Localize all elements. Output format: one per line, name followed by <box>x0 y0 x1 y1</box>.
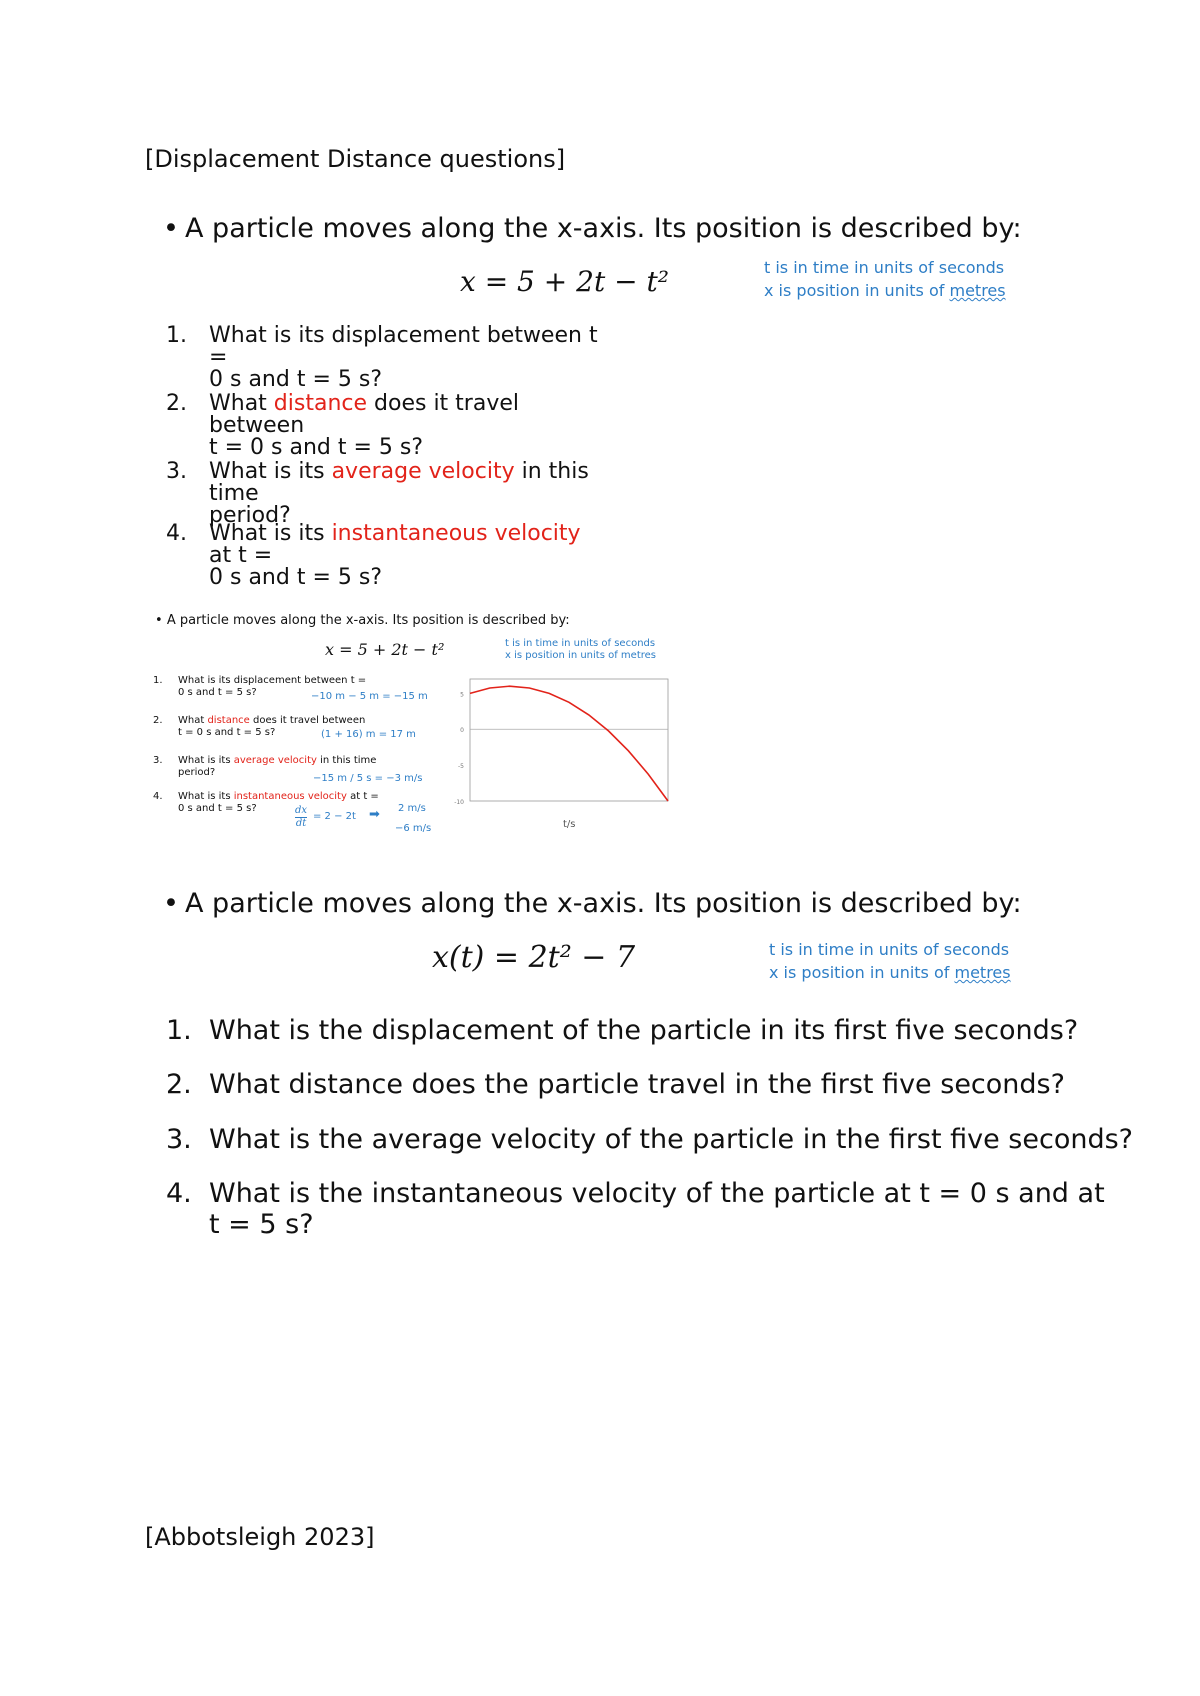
y-tick-label: 5 <box>460 691 464 699</box>
thumbnail-questions: 1. What is its displacement between t = 0 s and t = 5 s? −10 m − 5 m = −15 m 2. What distance does it travel between t = 0 s and t = 5 s? (1 + 16) m = 17 m 3. What is its average velocity in this time period? −15 m / 5 s = −3 m/s 4. What is its instantaneous velocity at t = 0 s and t = 5 s? dx dt = 2 − 2t ➡ 2 m/s −6 m/s <box>153 675 432 834</box>
position-time-chart <box>450 675 680 815</box>
bullet-icon: • <box>163 888 179 919</box>
source-footer: [Abbotsleigh 2023] <box>145 1523 375 1551</box>
thumbnail-note: t is in time in units of seconds x is position in units of metres <box>505 638 656 661</box>
thumb-answer-4b: −6 m/s <box>395 823 432 834</box>
section2-questions: 1. What is the displacement of the particle in its first five seconds? 2. What distance does the particle travel in the first five seconds? 3. What is the average velocity of the particle in the first five seconds? 4. What is the instantaneous velocity of the particle at t = 0 s and at t = 5 s? <box>166 1015 1133 1240</box>
note-time: t is in time in units of seconds <box>769 940 1010 959</box>
section2-note <box>769 938 1011 984</box>
section1-note <box>764 256 1006 302</box>
thumb-answer-1: −10 m − 5 m = −15 m <box>311 691 428 702</box>
thumbnail-slide <box>150 605 680 855</box>
thumbnail-equation: x = 5 + 2t − t² <box>325 640 445 659</box>
section2-intro <box>163 888 1022 919</box>
section1-questions: 1. What is its displacement between t = 0 s and t = 5 s? 2. What distance does it travel between t = 0 s and t = 5 s? 3. What is its average velocity in this time period? 4. What is its instantaneous velocity at t = 0 s and t = 5 s? <box>166 323 598 590</box>
section2-intro-text: A particle moves along the x-axis. Its position is described by: <box>185 888 1022 919</box>
section1-intro <box>163 213 1022 244</box>
y-tick-label: -10 <box>454 799 464 806</box>
chart-x-label: t/s <box>563 819 576 830</box>
section2-equation: x(t) = 2t² − 7 <box>432 940 636 975</box>
section1-equation: x = 5 + 2t − t² <box>460 265 669 298</box>
chart-frame <box>470 679 668 801</box>
thumb-derivative: dx dt <box>295 805 308 829</box>
thumb-derivative-rhs: = 2 − 2t <box>313 811 356 822</box>
y-tick-label: 0 <box>460 727 464 735</box>
thumb-answer-2: (1 + 16) m = 17 m <box>321 729 416 740</box>
bullet-icon: • <box>163 213 179 244</box>
thumb-answer-3: −15 m / 5 s = −3 m/s <box>313 773 423 784</box>
arrow-right-icon: ➡ <box>369 807 380 822</box>
note-time: t is in time in units of seconds <box>764 258 1005 277</box>
thumbnail-intro: • A particle moves along the x-axis. Its position is described by: <box>155 613 570 628</box>
note-position: x is position in units of metres <box>764 281 1006 300</box>
section1-intro-text: A particle moves along the x-axis. Its position is described by: <box>185 213 1022 244</box>
thumb-answer-4a: 2 m/s <box>398 803 426 814</box>
page-title: [Displacement Distance questions] <box>145 145 566 173</box>
note-position: x is position in units of metres <box>769 963 1011 982</box>
series-line <box>470 686 668 801</box>
y-tick-label: -5 <box>458 763 464 771</box>
